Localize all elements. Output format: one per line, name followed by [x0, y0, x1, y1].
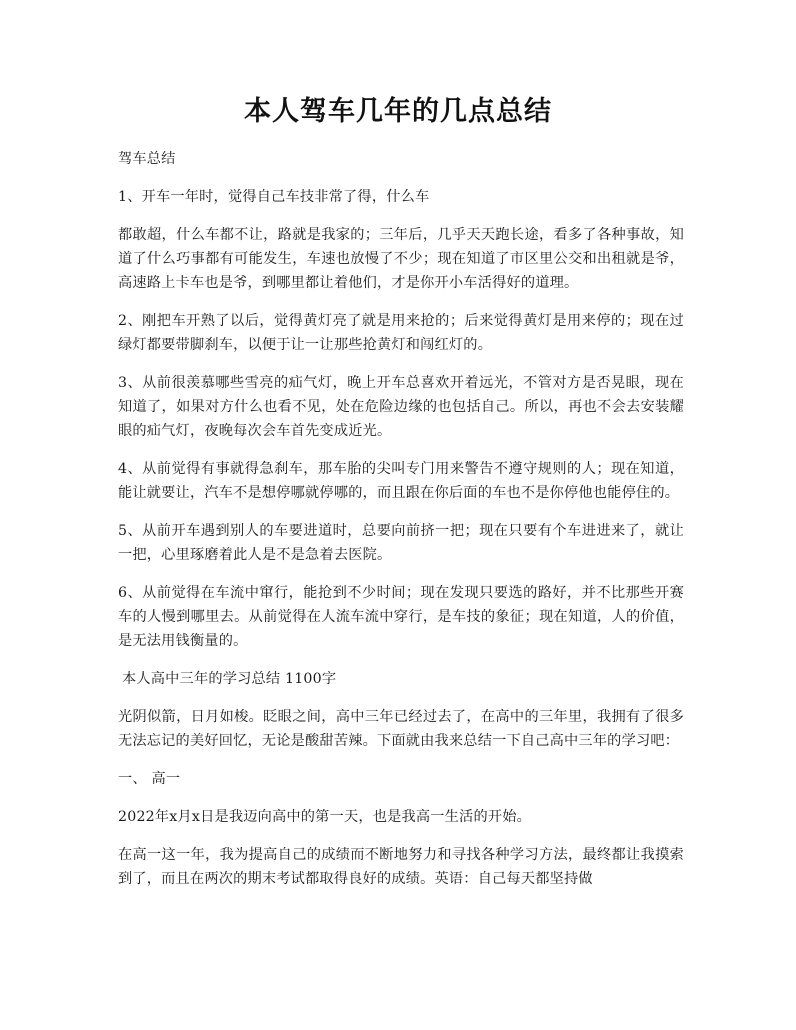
- paragraph-second-title: 本人高中三年的学习总结 1100字: [122, 671, 337, 687]
- paragraph-item-1-start: 1、开车一年时，觉得自己车技非常了得，什么车: [118, 189, 430, 205]
- document-body: [118, 147, 684, 905]
- paragraph-item-4: 4、从前觉得有事就得急刹车，那车胎的尖叫专门用来警告不遵守规则的人；现在知道，能让就要让，汽车不是想停哪就停哪的，而且跟在你后面的车也不是你停他也能停住的。: [118, 461, 684, 501]
- paragraph-item-1-continued: 都敢超，什么车都不让，路就是我家的；三年后，几乎天天跑长途，看多了各种事故，知道了什么巧事都有可能发生，车速也放慢了不少；现在知道了市区里公交和出租就是爷，高速路上卡车也是爷，到哪里都让着他们，才是你开小车活得好的道理。: [118, 227, 684, 291]
- paragraph-section-heading: 驾车总结: [118, 151, 176, 167]
- paragraph-item-2: 2、刚把车开熟了以后，觉得黄灯亮了就是用来抢的；后来觉得黄灯是用来停的；现在过绿灯都要带脚刹车，以便于让一让那些抢黄灯和闯红灯的。: [118, 313, 684, 353]
- paragraph-item-3: 3、从前很羡慕哪些雪亮的疝气灯，晚上开车总喜欢开着远光，不管对方是否晃眼，现在知道了，如果对方什么也看不见，处在危险边缘的也包括自己。所以，再也不会去安装耀眼的疝气灯，夜晚每次会车首先变成近光。: [118, 375, 684, 439]
- paragraph-item-5: 5、从前开车遇到别人的车要进道时，总要向前挤一把；现在只要有个车进进来了，就让一把，心里琢磨着此人是不是急着去医院。: [118, 523, 684, 563]
- paragraph-first-day: 2022年x月x日是我迈向高中的第一天，也是我高一生活的开始。: [118, 809, 531, 825]
- document-title: 本人驾车几年的几点总结: [244, 96, 552, 127]
- paragraph-item-6: 6、从前觉得在车流中窜行，能抢到不少时间；现在发现只要选的路好，并不比那些开赛车的人慢到哪里去。从前觉得在人流车流中穿行，是车技的象征；现在知道，人的价值，是无法用钱衡量的。: [118, 585, 684, 649]
- paragraph-grade-one-study: 在高一这一年，我为提高自己的成绩而不断地努力和寻找各种学习方法，最终都让我摸索到了，而且在两次的期末考试都取得良好的成绩。英语：自己每天都坚持做: [118, 847, 684, 887]
- paragraph-heading-grade-one: 一、 高一: [118, 771, 181, 787]
- paragraph-intro: 光阴似箭，日月如梭。眨眼之间，高中三年已经过去了，在高中的三年里，我拥有了很多无法忘记的美好回忆，无论是酸甜苦辣。下面就由我来总结一下自己高中三年的学习吧：: [118, 709, 684, 749]
